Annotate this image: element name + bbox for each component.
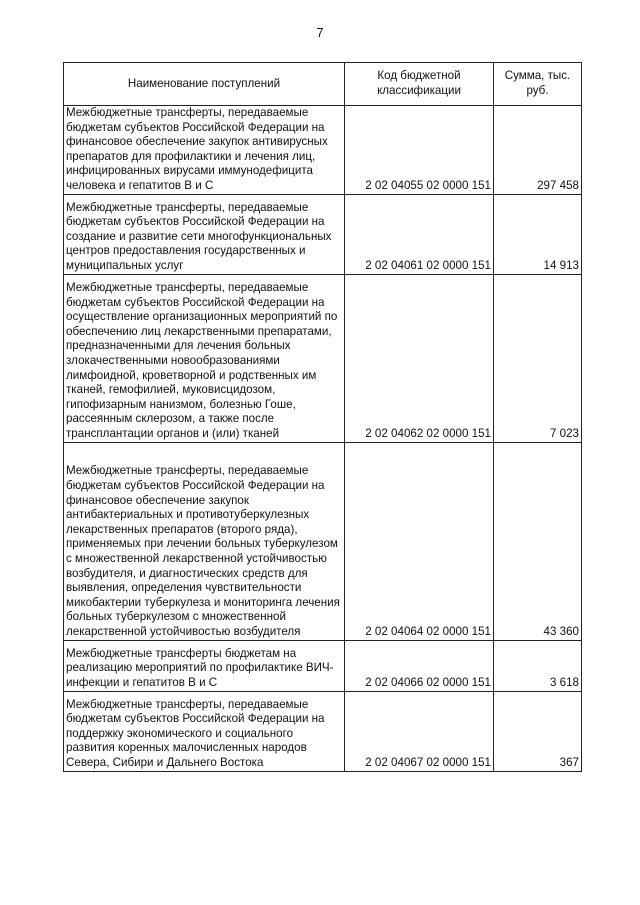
amount-cell: 3 618 bbox=[494, 640, 582, 691]
budget-code-cell: 2 02 04055 02 0000 151 bbox=[345, 106, 494, 195]
revenue-name-cell: Межбюджетные трансферты, передаваемые бюджетам субъектов Российской Федерации на финансовое обеспечение закупок антивирусных препаратов для профилактики и лечения лиц, инфицированных вирусами иммунодефицита человека и гепатитов В и С bbox=[64, 106, 345, 195]
revenue-name-cell: Межбюджетные трансферты, передаваемые бюджетам субъектов Российской Федерации на осуществление организационных мероприятий по обеспечению лиц лекарственными препаратами, предназначенными для лечения больных злокачественными новообразованиями лимфоидной, кроветворной и родственных им тканей, гемофилией, муковисцидозом, гипофизарным нанизмом, болезнью Гоше, рассеянным склерозом, а также после трансплантации органов и (или) тканей bbox=[64, 274, 345, 442]
table-row bbox=[64, 106, 582, 195]
header-amount: Сумма, тыс. руб. bbox=[494, 63, 582, 106]
revenue-name-cell: Межбюджетные трансферты, передаваемые бюджетам субъектов Российской Федерации на финансовое обеспечение закупок антибактериальных и противотуберкулезных лекарственных препаратов (второго ряда), применяемых при лечении больных туберкулезом с множественной лекарственной устойчивостью возбудителя, и диагностических средств для выявления, определения чувствительности микобактерии туберкулеза и мониторинга лечения больных туберкулезом с множественной лекарственной устойчивостью возбудителя bbox=[64, 442, 345, 640]
revenue-name-cell: Межбюджетные трансферты бюджетам на реализацию мероприятий по профилактике ВИЧ-инфекции и гепатитов В и С bbox=[64, 640, 345, 691]
amount-cell: 367 bbox=[494, 691, 582, 771]
budget-code-cell: 2 02 04064 02 0000 151 bbox=[345, 442, 494, 640]
table-row bbox=[64, 691, 582, 771]
budget-code-cell: 2 02 04061 02 0000 151 bbox=[345, 194, 494, 274]
header-budget-code: Код бюджетной классификации bbox=[345, 63, 494, 106]
budget-code-cell: 2 02 04062 02 0000 151 bbox=[345, 274, 494, 442]
header-revenue-name: Наименование поступлений bbox=[64, 63, 345, 106]
revenue-name-cell: Межбюджетные трансферты, передаваемые бюджетам субъектов Российской Федерации на поддержку экономического и социального развития коренных малочисленных народов Севера, Сибири и Дальнего Востока bbox=[64, 691, 345, 771]
page-number: 7 bbox=[316, 25, 324, 40]
amount-cell: 14 913 bbox=[494, 194, 582, 274]
table-row bbox=[64, 442, 582, 640]
budget-revenue-table bbox=[63, 62, 582, 772]
revenue-name-cell: Межбюджетные трансферты, передаваемые бюджетам субъектов Российской Федерации на создание и развитие сети многофункциональных центров предоставления государственных и муниципальных услуг bbox=[64, 194, 345, 274]
table-row bbox=[64, 640, 582, 691]
table-header-row bbox=[64, 63, 582, 106]
amount-cell: 297 458 bbox=[494, 106, 582, 195]
budget-code-cell: 2 02 04066 02 0000 151 bbox=[345, 640, 494, 691]
amount-cell: 43 360 bbox=[494, 442, 582, 640]
table-row bbox=[64, 194, 582, 274]
amount-cell: 7 023 bbox=[494, 274, 582, 442]
budget-code-cell: 2 02 04067 02 0000 151 bbox=[345, 691, 494, 771]
table-row bbox=[64, 274, 582, 442]
